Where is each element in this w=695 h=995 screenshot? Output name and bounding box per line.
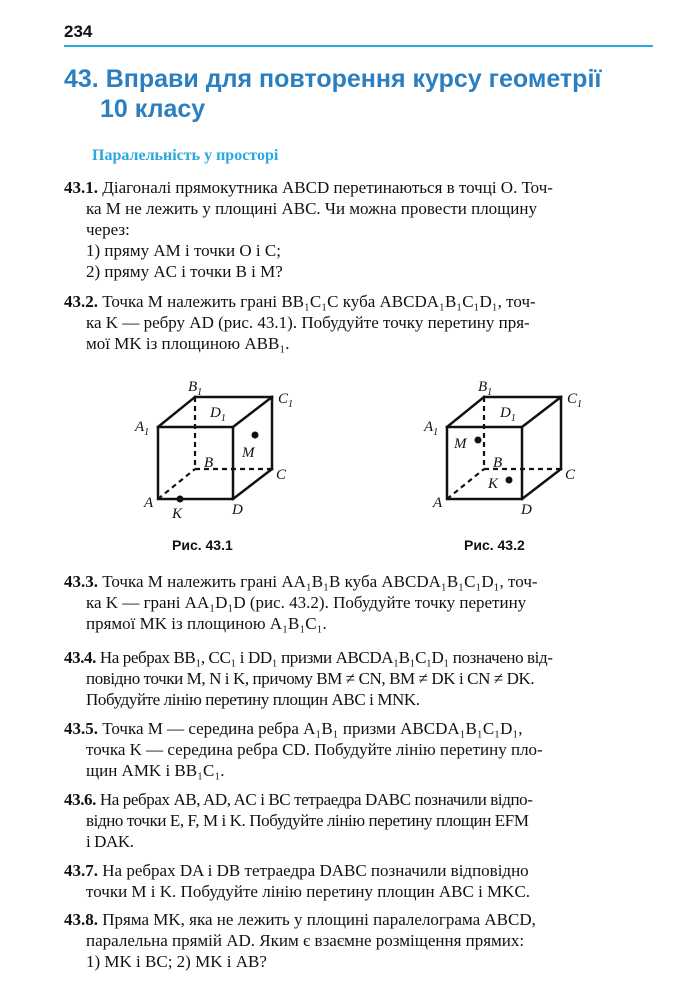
exercise-text: ка K — грані AA₁D₁D (рис. 43.2). Побудуйте точку перетину — [86, 593, 527, 612]
exercise-text: На ребрах DA і DB тетраедра DABC позначили відповідно — [102, 861, 529, 880]
exercise-text: Точка M — середина ребра A₁B₁ призми ABCDA₁B₁C₁D₁, — [102, 719, 523, 738]
exercise-number: 43.8. — [64, 910, 98, 929]
cube-edge — [522, 469, 561, 499]
exercise-number: 43.3. — [64, 572, 98, 591]
page-number: 234 — [64, 22, 93, 41]
exercise-43-2 — [64, 291, 654, 354]
vertex-label-d: D — [521, 502, 532, 518]
exercise-item: 1) пряму AM і точки O і C; — [86, 241, 281, 260]
exercise-number: 43.5. — [64, 719, 98, 738]
exercise-43-6 — [64, 789, 654, 852]
vertex-label-d: D — [232, 502, 243, 518]
header-rule — [64, 45, 653, 47]
cube-edge — [522, 397, 561, 427]
point-k — [177, 496, 184, 503]
exercise-text: ка K — ребру AD (рис. 43.1). Побудуйте точку перетину пря- — [86, 313, 530, 332]
point-m — [475, 437, 482, 444]
cube-hidden-edge — [447, 469, 484, 499]
cube-edge — [447, 397, 484, 427]
exercise-43-4 — [64, 647, 654, 710]
vertex-label-b: B — [493, 455, 503, 471]
exercise-text: паралельна прямій AD. Яким є взаємне розміщення прямих: — [86, 931, 525, 950]
figure-caption-43-1: Рис. 43.1 — [172, 537, 233, 553]
exercise-text: Точка M належить грані BB₁C₁C куба ABCDA₁B₁C₁D₁, точ- — [102, 292, 536, 311]
chapter-title — [64, 64, 654, 124]
exercise-43-7 — [64, 860, 654, 902]
exercise-text: точки M і K. Побудуйте лінію перетину площин ABC і MKC. — [86, 882, 531, 901]
vertex-label-c: C — [276, 467, 287, 483]
point-label-m: M — [454, 436, 467, 452]
exercise-number: 43.4. — [64, 648, 97, 667]
exercise-43-5 — [64, 718, 654, 781]
figure-43-2 — [420, 375, 595, 525]
exercise-text: На ребрах BB₁, CC₁ і DD₁ призми ABCDA₁B₁C₁D₁ позначено від- — [99, 648, 553, 667]
exercise-text: Діагоналі прямокутника ABCD перетинаються в точці O. Точ- — [102, 178, 553, 197]
vertex-label-d1: $D_1$ — [500, 405, 516, 424]
point-label-m: M — [242, 445, 255, 461]
cube-edge — [158, 397, 195, 427]
vertex-label-c1: $C_1$ — [567, 391, 583, 410]
vertex-label-a1: $A_1$ — [135, 419, 150, 438]
section-heading: Паралельність у просторі — [92, 147, 279, 164]
exercise-text: через: — [86, 220, 130, 239]
exercise-text: прямої MK із площиною A₁B₁C₁. — [86, 614, 327, 633]
vertex-label-b1: $B_1$ — [188, 379, 203, 398]
exercise-number: 43.2. — [64, 292, 98, 311]
exercise-text: точка K — середина ребра CD. Побудуйте лінію перетину пло- — [86, 740, 543, 759]
exercise-43-1 — [64, 177, 654, 282]
figure-caption-43-2: Рис. 43.2 — [464, 537, 525, 553]
vertex-label-a: A — [433, 495, 443, 511]
exercise-43-3 — [64, 571, 654, 634]
chapter-title-line2: 10 класу — [100, 95, 206, 123]
exercise-text: На ребрах AB, AD, AC і BC тетраедра DABC позначили відпо- — [99, 790, 533, 809]
vertex-label-b1: $B_1$ — [478, 379, 493, 398]
exercise-43-8 — [64, 909, 654, 972]
point-label-k: K — [172, 506, 183, 522]
exercise-text: Точка M належить грані AA₁B₁B куба ABCDA₁B₁C₁D₁, точ- — [102, 572, 538, 591]
exercise-text: Пряма MK, яка не лежить у площині паралелограма ABCD, — [102, 910, 536, 929]
exercise-text: щин AMK і BB₁C₁. — [86, 761, 225, 780]
exercise-text: відно точки E, F, M і K. Побудуйте лінію перетину площин EFM — [86, 811, 529, 830]
chapter-title-line1: 43. Вправи для повторення курсу геометрії — [64, 65, 602, 93]
vertex-label-c: C — [565, 467, 576, 483]
vertex-label-b: B — [204, 455, 214, 471]
exercise-number: 43.7. — [64, 861, 98, 880]
exercise-item: 2) пряму AC і точки B і M? — [86, 262, 283, 281]
cube-hidden-edge — [158, 469, 195, 499]
point-label-k: K — [488, 476, 499, 492]
figure-43-1 — [130, 375, 305, 525]
exercise-text: і DAK. — [86, 832, 134, 851]
exercise-number: 43.6. — [64, 790, 97, 809]
exercise-text: повідно точки M, N і K, причому BM ≠ CN, BM ≠ DK і CN ≠ DK. — [86, 669, 535, 688]
exercise-number: 43.1. — [64, 178, 98, 197]
vertex-label-c1: $C_1$ — [278, 391, 294, 410]
point-m — [252, 432, 259, 439]
point-k — [506, 477, 513, 484]
exercise-text: Побудуйте лінію перетину площин ABC і MNK. — [86, 690, 420, 709]
cube-edge — [233, 397, 272, 427]
vertex-label-a1: $A_1$ — [424, 419, 439, 438]
vertex-label-d1: $D_1$ — [210, 405, 226, 424]
cube-edge — [233, 469, 272, 499]
exercise-text: мої MK із площиною ABB₁. — [86, 334, 290, 353]
vertex-label-a: A — [144, 495, 154, 511]
exercise-text: ка M не лежить у площині ABC. Чи можна провести площину — [86, 199, 537, 218]
exercise-text: 1) MK і BC; 2) MK і AB? — [86, 952, 267, 971]
